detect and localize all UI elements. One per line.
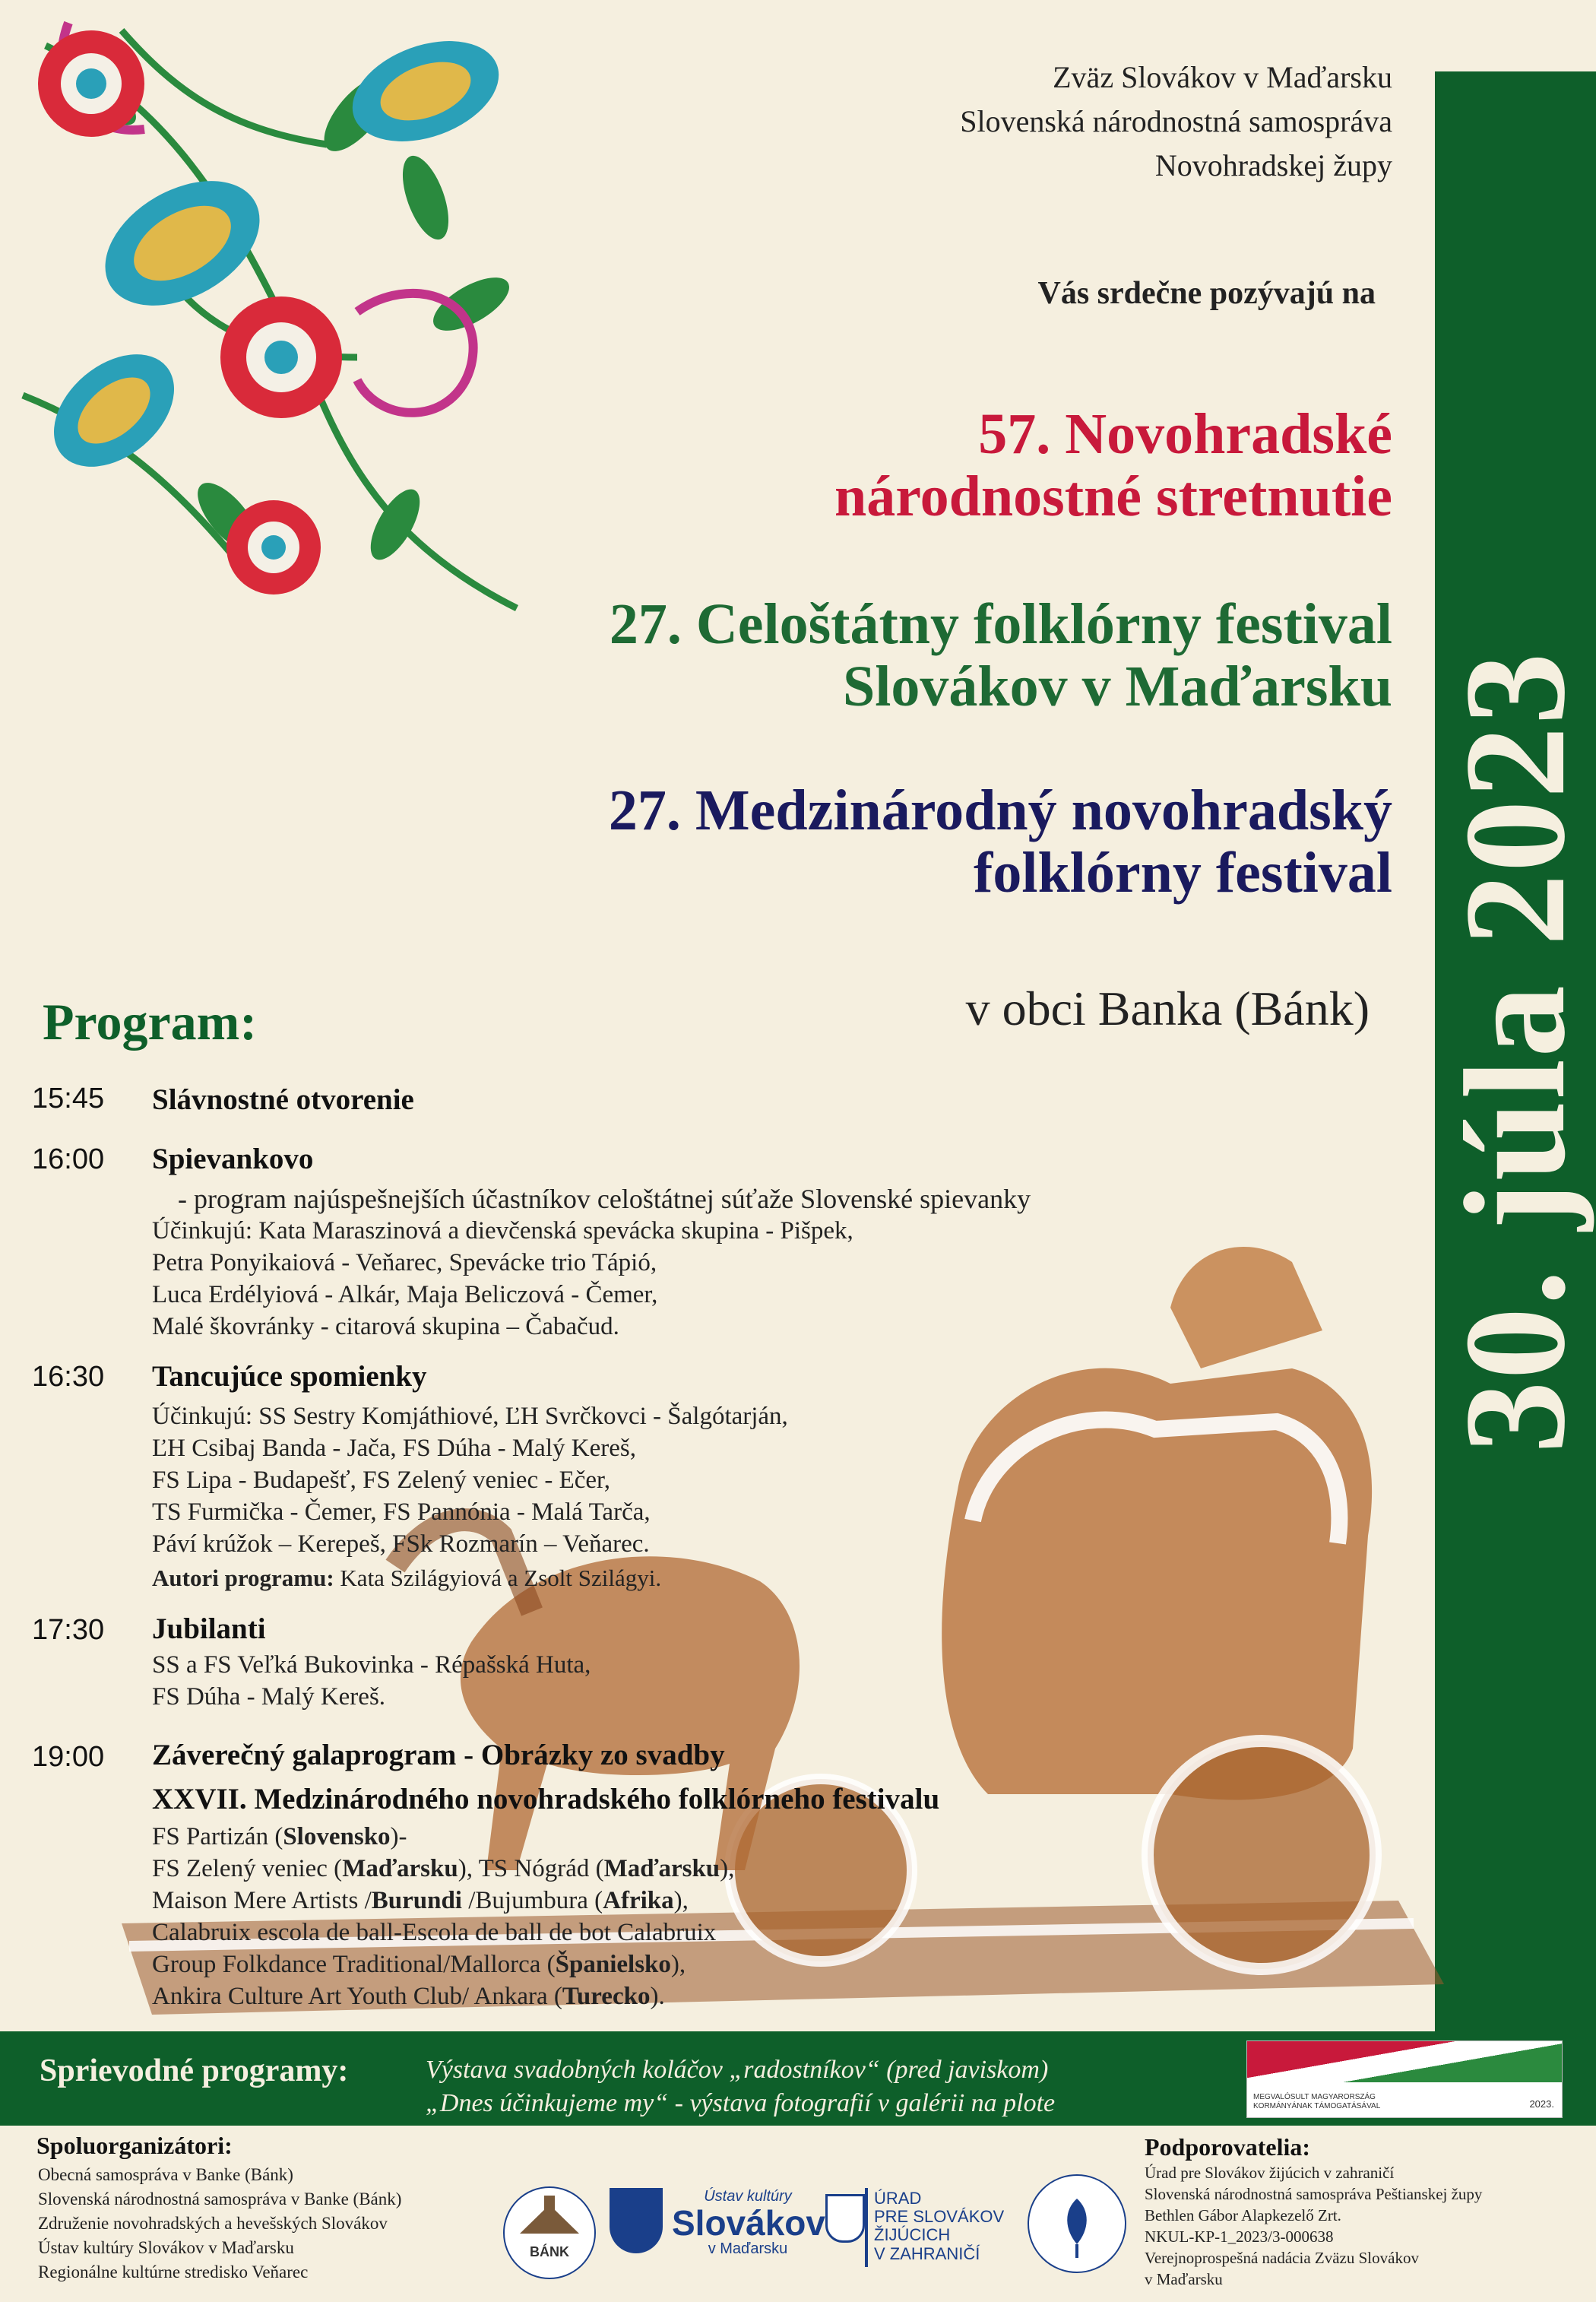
final-line-3 — [152, 1887, 689, 1915]
coorganizers-heading: Spoluorganizátori: — [36, 2132, 233, 2159]
side-program-1: Výstava svadobných koláčov „radostníkov“ (pred javiskom) — [426, 2056, 1049, 2084]
venue: v obci Banka (Bánk) — [965, 981, 1370, 1035]
authors-label: Autori programu: — [152, 1565, 334, 1591]
final-2c: ), TS Nógrád ( — [458, 1855, 604, 1882]
supporter-2: Slovenská národnostná samospráva Peštianskej župy — [1145, 2185, 1483, 2203]
spievankovo-line-5: Malé škovránky - citarová skupina – Čabačud. — [152, 1313, 619, 1340]
final-5c: ), — [670, 1951, 686, 1978]
supporters-heading: Podporovatelia: — [1145, 2133, 1311, 2161]
uks-logo-sub: v Maďarsku — [708, 2240, 788, 2257]
item-spievankovo: Spievankovo — [152, 1143, 314, 1175]
final-line-4: Calabruix escola de ball-Escola de ball de bot Calabruix — [152, 1919, 717, 1946]
final-3a: Maison Mere Artists / — [152, 1887, 372, 1914]
time-1545: 15:45 — [32, 1083, 105, 1115]
slovak-coat-of-arms-icon — [825, 2194, 865, 2243]
association-crest-icon — [610, 2188, 663, 2253]
final-1a: FS Partizán ( — [152, 1823, 283, 1850]
program-heading: Program: — [43, 993, 257, 1051]
organizer-line-2: Slovenská národnostná samospráva — [960, 104, 1392, 138]
time-1900: 19:00 — [32, 1741, 105, 1773]
spomienky-line-4: TS Furmička - Čemer, FS Pannónia - Malá Tarča, — [152, 1498, 651, 1526]
event-date: 30. júla 2023 — [1436, 651, 1595, 1454]
uks-logo — [672, 2188, 824, 2272]
final-2b: Maďarsku — [342, 1855, 458, 1882]
coorganizer-1: Obecná samospráva v Banke (Bánk) — [38, 2165, 293, 2184]
spievankovo-line-1: - program najúspešnejších účastníkov celoštátnej súťaže Slovenské spievanky — [178, 1184, 1031, 1214]
final-1b: Slovensko — [283, 1823, 391, 1850]
hungarian-government-badge — [1246, 2040, 1563, 2118]
title-meeting-line-2: národnostné stretnutie — [834, 465, 1392, 529]
final-6c: ). — [650, 1983, 665, 2010]
spievankovo-line-4: Luca Erdélyiová - Alkár, Maja Beliczová - Čemer, — [152, 1281, 658, 1308]
final-3e: ), — [673, 1887, 689, 1914]
coorganizer-4: Ústav kultúry Slovákov v Maďarsku — [38, 2238, 294, 2257]
church-icon — [505, 2188, 594, 2241]
bank-logo — [503, 2186, 596, 2279]
spievankovo-line-2: Účinkujú: Kata Maraszinová a dievčenská spevácka skupina - Pišpek, — [152, 1217, 853, 1245]
tulip-icon — [1029, 2176, 1125, 2272]
urad-divider — [865, 2188, 868, 2267]
final-line-5 — [152, 1951, 686, 1979]
item-jubilanti: Jubilanti — [152, 1612, 266, 1645]
coorganizer-2: Slovenská národnostná samospráva v Banke (Bánk) — [38, 2189, 402, 2208]
side-programs-label: Sprievodné programy: — [40, 2053, 349, 2088]
invitation-text: Vás srdečne pozývajú na — [1037, 276, 1376, 311]
time-1600: 16:00 — [32, 1143, 105, 1175]
final-2d: Maďarsku — [603, 1855, 720, 1882]
spomienky-line-2: ĽH Csibaj Banda - Jača, FS Dúha - Malý Kereš, — [152, 1435, 636, 1462]
coorganizer-5: Regionálne kultúrne stredisko Veňarec — [38, 2262, 309, 2281]
time-1730: 17:30 — [32, 1614, 105, 1646]
folk-embroidery-ornament — [0, 0, 623, 639]
uks-logo-big: Slovákov — [672, 2203, 825, 2243]
authors-names: Kata Szilágyiová a Zsolt Szilágyi. — [334, 1565, 662, 1591]
spievankovo-line-3: Petra Ponyikaiová - Veňarec, Spevácke trio Tápió, — [152, 1249, 657, 1276]
supporter-3: Bethlen Gábor Alapkezelő Zrt. — [1145, 2206, 1341, 2224]
final-6a: Ankira Culture Art Youth Club/ Ankara ( — [152, 1983, 562, 2010]
title-national-line-2: Slovákov v Maďarsku — [843, 655, 1392, 719]
jubilanti-line-2: FS Dúha - Malý Kereš. — [152, 1683, 386, 1711]
urad-logo-line-1: ÚRAD — [874, 2189, 922, 2208]
supporter-5: Verejnoprospešná nadácia Zväzu Slovákov — [1145, 2249, 1419, 2267]
item-tancujuce-spomienky: Tancujúce spomienky — [152, 1360, 427, 1393]
urad-logo-line-4: V ZAHRANIČÍ — [874, 2243, 980, 2263]
uks-logo-small: Ústav kultúry — [704, 2188, 792, 2205]
supporter-1: Úrad pre Slovákov žijúcich v zahraničí — [1145, 2164, 1395, 2182]
hu-badge-year: 2023. — [1529, 2098, 1554, 2110]
item-opening: Slávnostné otvorenie — [152, 1083, 414, 1116]
title-national-festival — [610, 593, 1392, 718]
title-international-festival — [609, 779, 1392, 904]
urad-logo-line-3: ŽIJÚCICH — [874, 2225, 951, 2245]
supporter-6: v Maďarsku — [1145, 2270, 1223, 2288]
title-meeting — [834, 403, 1392, 528]
final-5a: Group Folkdance Traditional/Mallorca ( — [152, 1951, 556, 1978]
spomienky-line-5: Páví krúžok – Kerepeš, FSk Rozmarín – Veňarec. — [152, 1530, 650, 1558]
urad-logo — [874, 2189, 1004, 2263]
item-galaprogram: Záverečný galaprogram - Obrázky zo svadby — [152, 1739, 725, 1771]
final-line-6 — [152, 1983, 665, 2011]
supporter-4: NKUL-KP-1_2023/3-000638 — [1145, 2227, 1334, 2246]
final-3b: Burundi — [371, 1887, 462, 1914]
side-program-2: „Dnes účinkujeme my“ - výstava fotografií v galérii na plote — [426, 2089, 1056, 2117]
foundation-logo — [1028, 2174, 1126, 2273]
hu-badge-text: MEGVALÓSULT MAGYARORSZÁG KORMÁNYÁNAK TÁMOGATÁSÁVAL — [1253, 2093, 1381, 2110]
bank-logo-text: BÁNK — [530, 2244, 569, 2259]
coorganizer-3: Združenie novohradských a hevešských Slovákov — [38, 2214, 388, 2233]
final-line-1 — [152, 1823, 407, 1851]
urad-logo-line-2: PRE SLOVÁKOV — [874, 2207, 1005, 2227]
hungarian-flag-stripe — [1247, 2041, 1562, 2082]
jubilanti-line-1: SS a FS Veľká Bukovinka - Répašská Huta, — [152, 1651, 591, 1679]
title-international-line-2: folklórny festival — [974, 841, 1392, 905]
title-meeting-line-1: 57. Novohradské — [978, 402, 1392, 466]
final-3d: Afrika — [603, 1887, 674, 1914]
time-1630: 16:30 — [32, 1361, 105, 1393]
final-2a: FS Zelený veniec ( — [152, 1855, 343, 1882]
organizer-line-1: Zväz Slovákov v Maďarsku — [1053, 60, 1392, 94]
title-international-line-1: 27. Medzinárodný novohradský — [608, 778, 1392, 842]
final-line-2 — [152, 1855, 734, 1883]
organizer-line-3: Novohradskej župy — [1154, 148, 1392, 182]
title-national-line-1: 27. Celoštátny folklórny festival — [609, 592, 1392, 656]
final-5b: Španielsko — [555, 1951, 671, 1978]
final-6b: Turecko — [562, 1983, 651, 2010]
spomienky-line-3: FS Lipa - Budapešť, FS Zelený veniec - Ečer, — [152, 1466, 610, 1494]
final-1c: )- — [390, 1823, 407, 1850]
final-3c: /Bujumbura ( — [461, 1887, 603, 1914]
spomienky-line-1: Účinkujú: SS Sestry Komjáthiové, ĽH Svrčkovci - Šalgótarján, — [152, 1403, 788, 1430]
final-2e: ), — [720, 1855, 735, 1882]
program-authors — [152, 1565, 661, 1592]
item-galaprogram-line-2: XXVII. Medzinárodného novohradského folklórneho festivalu — [152, 1783, 940, 1815]
